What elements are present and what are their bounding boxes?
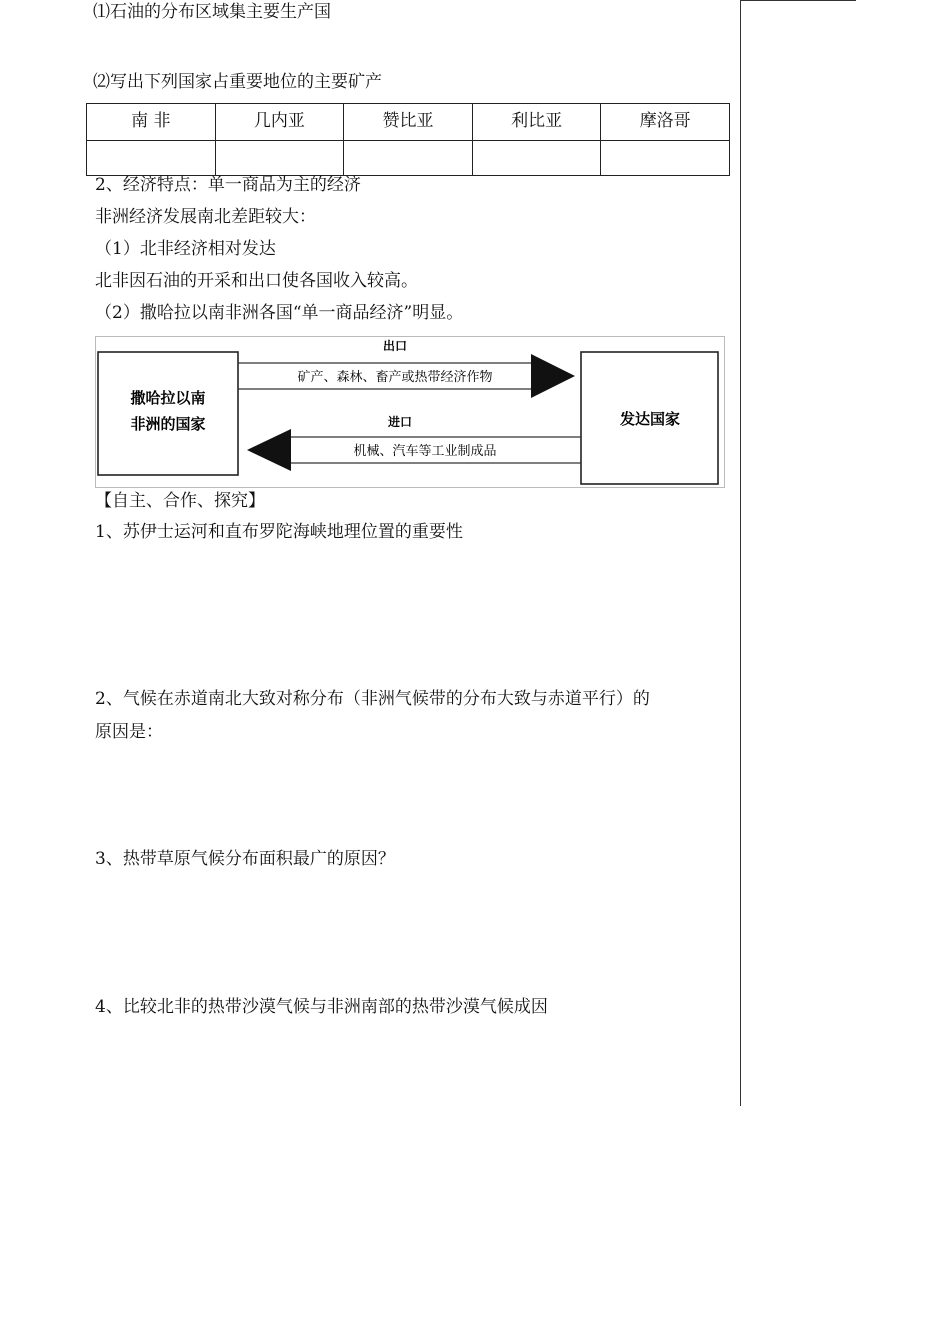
question-3: 3、热带草原气候分布面积最广的原因？ bbox=[95, 849, 395, 869]
table-header-cell: 南 非 bbox=[87, 104, 216, 141]
import-goods: 机械、汽车等工业制成品 bbox=[353, 444, 497, 459]
north-africa-text: 北非因石油的开采和出口使各国收入较高。 bbox=[95, 271, 418, 291]
top-right-rule bbox=[740, 0, 856, 1]
import-arrowhead bbox=[247, 429, 291, 471]
table-header-cell: 利比亚 bbox=[472, 104, 601, 141]
left-box-line1: 撒哈拉以南 bbox=[130, 389, 206, 407]
left-box-line2: 非洲的国家 bbox=[130, 415, 206, 433]
table-header-cell: 摩洛哥 bbox=[601, 104, 730, 141]
minerals-question: ⑵写出下列国家占重要地位的主要矿产 bbox=[93, 72, 382, 92]
answer-cell[interactable] bbox=[344, 141, 473, 176]
question-1: 1、苏伊士运河和直布罗陀海峡地理位置的重要性 bbox=[95, 522, 463, 542]
table-header-row bbox=[87, 104, 730, 141]
north-africa-heading: （1）北非经济相对发达 bbox=[95, 239, 276, 259]
oil-question: ⑴石油的分布区域集主要生产国 bbox=[93, 2, 331, 22]
sub-saharan-heading: （2）撒哈拉以南非洲各国“单一商品经济”明显。 bbox=[95, 303, 464, 323]
table-header-cell: 赞比亚 bbox=[344, 104, 473, 141]
import-label: 进口 bbox=[387, 415, 413, 429]
economy-heading: 2、经济特点：单一商品为主的经济 bbox=[95, 175, 361, 195]
minerals-table bbox=[86, 103, 730, 176]
export-arrowhead bbox=[531, 354, 575, 398]
table-header-cell: 几内亚 bbox=[215, 104, 344, 141]
export-goods: 矿产、森林、畜产或热带经济作物 bbox=[297, 370, 493, 385]
table-answer-row bbox=[87, 141, 730, 176]
economy-gap: 非洲经济发展南北差距较大： bbox=[95, 207, 316, 227]
question-2-line1: 2、气候在赤道南北大致对称分布（非洲气候带的分布大致与赤道平行）的 bbox=[95, 689, 650, 709]
export-label: 出口 bbox=[382, 339, 408, 353]
answer-cell[interactable] bbox=[472, 141, 601, 176]
left-box bbox=[98, 352, 238, 475]
answer-cell[interactable] bbox=[601, 141, 730, 176]
answer-cell[interactable] bbox=[87, 141, 216, 176]
question-4: 4、比较北非的热带沙漠气候与非洲南部的热带沙漠气候成因 bbox=[95, 997, 548, 1017]
section-title: 【自主、合作、探究】 bbox=[95, 491, 265, 511]
answer-cell[interactable] bbox=[215, 141, 344, 176]
right-box-label: 发达国家 bbox=[619, 410, 681, 428]
trade-diagram bbox=[95, 336, 725, 488]
right-margin-line bbox=[740, 0, 741, 1106]
question-2-line2: 原因是： bbox=[95, 722, 163, 742]
